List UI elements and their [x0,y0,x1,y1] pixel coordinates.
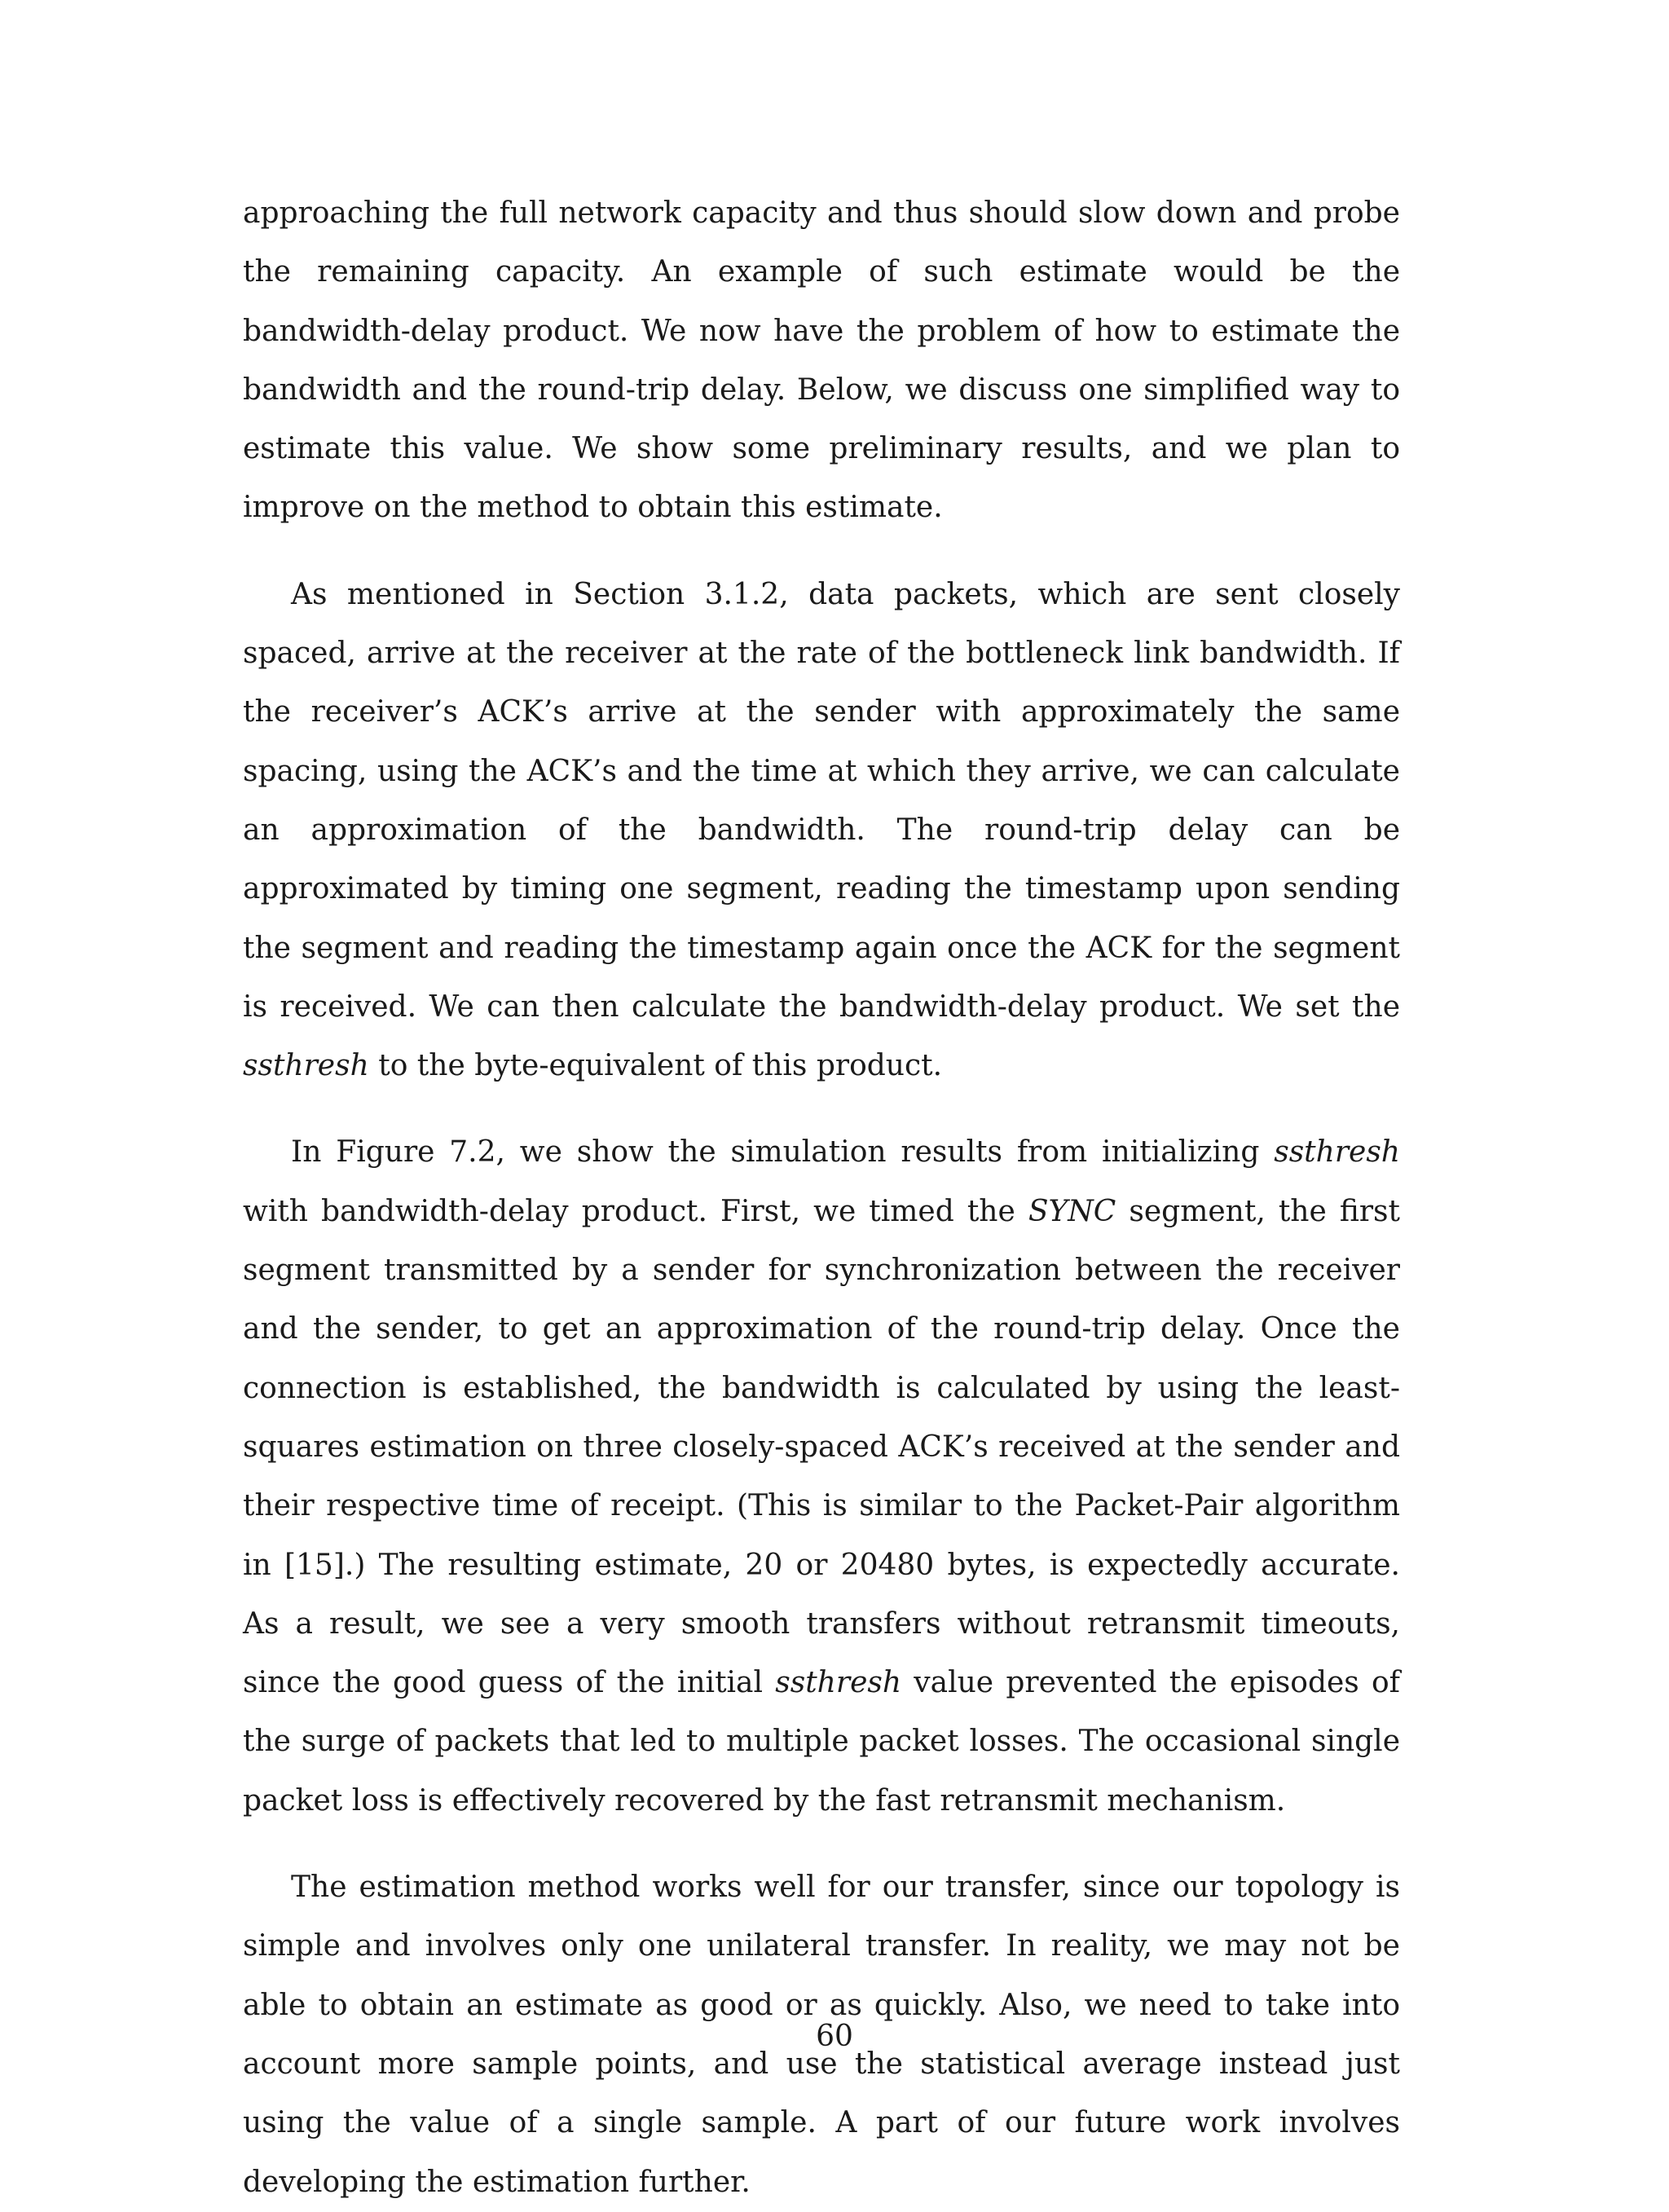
paragraph-3-run-3: with bandwidth-delay product. First, we timed the [243,1194,1028,1228]
paragraph-3-run-1: In Figure 7.2, we show the simulation results from initializing [291,1135,1275,1170]
paragraph-2-ssthresh-term: ssthresh [243,1049,369,1083]
page-body [243,184,1400,2212]
paragraph-1 [243,184,1400,538]
paragraph-1-run-1: approaching the full network capacity and thus should slow down and probe the remaining capacity. An example of such estimate would be the bandwidth-delay product. We now have the problem of how to estimate the bandwidth and the round-trip delay. Below, we discuss one simplified way to estimate this value. We show some preliminary results, and we plan to improve on the method to obtain this estimate. [243,196,1400,525]
paragraph-4-run-1: The estimation method works well for our transfer, since our topology is simple and involves only one unilateral transfer. In reality, we may not be able to obtain an estimate as good or as quickly. Also, we need to take into account more sample points, and use the statistical average instead just using the value of a single sample. A part of our future work involves developing the estimation further. [243,1871,1400,2199]
paragraph-2 [243,566,1400,1096]
paragraph-3-sync-term: SYNC [1028,1194,1116,1228]
page-number: 60 [816,2020,853,2053]
paragraph-3-ssthresh-term-2: ssthresh [775,1666,902,1700]
paragraph-3-run-5: segment, the first segment transmitted by a sender for synchronization between the receiver and the sender, to get an approximation of the round-trip delay. Once the connection is established, the bandwidth is calculated by using the least-squares estimation on three closely-spaced ACK’s received at the sender and their respective time of receipt. (This is similar to the Packet-Pair algorithm in [15].) The resulting estimate, 20 or 20480 bytes, is expectedly accurate. As a result, we see a very smooth transfers without retransmit timeouts, since the good guess of the initial [243,1194,1401,1700]
paragraph-2-run-1: As mentioned in Section 3.1.2, data packets, which are sent closely spaced, arrive at the receiver at the rate of the bottleneck link bandwidth. If the receiver’s ACK’s arrive at the sender with approximately the same spacing, using the ACK’s and the time at which they arrive, we can calculate an approximation of the bandwidth. The round-trip delay can be approximated by timing one segment, reading the timestamp upon sending the segment and reading the timestamp again once the ACK for the segment is received. We can then calculate the bandwidth-delay product. We set the [243,577,1400,1024]
paragraph-3-ssthresh-term: ssthresh [1274,1135,1400,1170]
paragraph-2-run-3: to the byte-equivalent of this product. [368,1049,943,1083]
paragraph-3-run-7: value prevented the episodes of the surge of packets that led to multiple packet losses. The occasional single packet loss is effectively recovered by the fast retransmit mechanism. [243,1666,1401,1818]
paragraph-3 [243,1123,1400,1831]
